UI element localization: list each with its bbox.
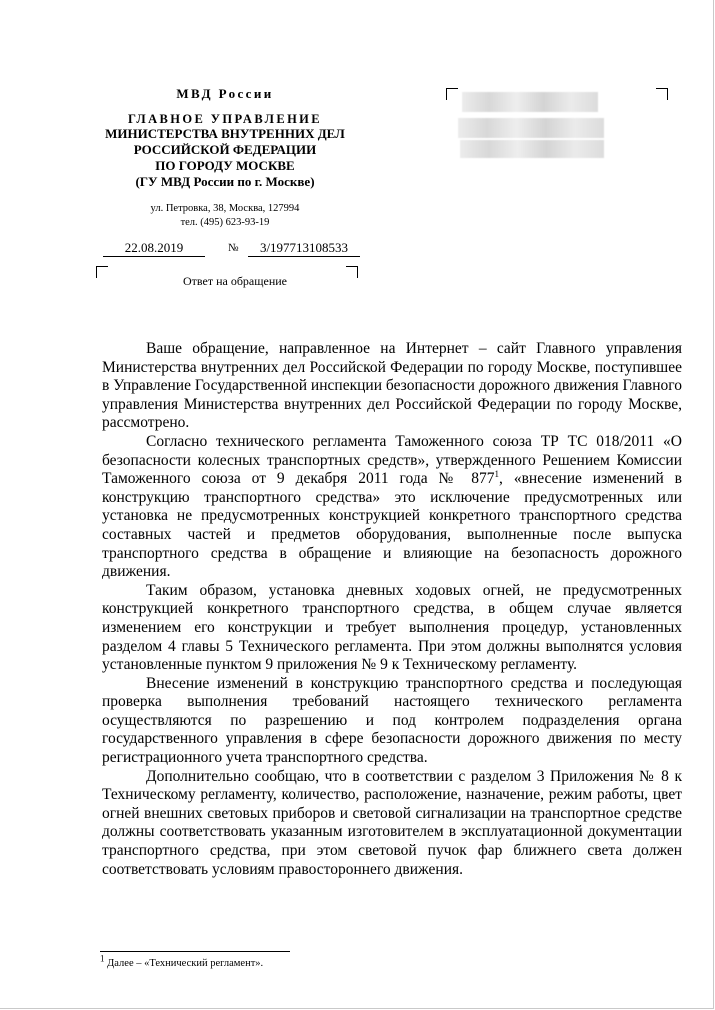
org-name: МВД России bbox=[176, 86, 274, 101]
dept-line-1: ГЛАВНОЕ УПРАВЛЕНИЕ bbox=[127, 112, 323, 126]
phone-line: тел. (495) 623-93-19 bbox=[180, 217, 270, 228]
letter-subject: Ответ на обращение bbox=[183, 274, 287, 288]
footnote-reference: 1 bbox=[494, 469, 500, 479]
paragraph-2-text-end: , «внесение изменений в конструкцию транспортного средства» это исключение предусмотренных или установка не предусмотренных конструкцией конкретного транспортного средства составных частей и предметов оборудования, выполненные после выпуска транспортного средства в обращение и влияющие на безопасность дорожного движения. bbox=[102, 470, 682, 581]
paragraph-3: Таким образом, установка дневных ходовых огней, не предусмотренных конструкцией конкретного транспортного средства, в общем случае является изменением его конструкции и требует выполнения процедур, установленных разделом 4 главы 5 Технического регламента. При этом должны выполнятся условия установленные пунктом 9 приложения № 9 к Техническому регламенту. bbox=[102, 581, 682, 674]
paragraph-5: Дополнительно сообщаю, что в соответствии с разделом 3 Приложения № 8 к Техническому регламенту, количество, расположение, назначение, режим работы, цвет огней внешних световых приборов и световой сигнализации на транспортное средстве должны соответствовать указанным изготовителем в эксплуатационной документации транспортного средства, при этом световой пучок фар ближнего света должен соответствовать условиям правостороннего движения. bbox=[102, 767, 682, 878]
addressee-corner-left bbox=[446, 88, 458, 100]
registration-number-sign: № bbox=[228, 242, 239, 254]
dept-line-2: МИНИСТЕРСТВА ВНУТРЕННИХ ДЕЛ bbox=[105, 126, 345, 141]
redacted-addressee-line-1 bbox=[462, 92, 598, 112]
addressee-corner-right bbox=[656, 88, 668, 100]
paragraph-1: Ваше обращение, направленное на Интернет – сайт Главного управления Министерства внутренних дел Российской Федерации по городу Москве, поступившее в Управление Государственной инспекции безопасности дорожного движения Главного управления Министерства внутренних дел Российской Федерации по городу Москве, рассмотрено. bbox=[102, 340, 682, 432]
subject-corner-left bbox=[96, 266, 108, 278]
letterhead bbox=[82, 86, 368, 190]
subject-corner-right bbox=[346, 266, 358, 278]
footnote-text: Далее – «Технический регламент». bbox=[104, 958, 264, 969]
registration-number: 3/197713108533 bbox=[248, 240, 360, 257]
paragraph-4: Внесение изменений в конструкцию транспортного средства и последующая проверка выполнения требований настоящего технического регламента осуществляются по разрешению и под контролем подразделения органа государственного управления в сфере безопасности дорожного движения по месту регистрационного учета транспортного средства. bbox=[102, 674, 682, 767]
paragraph-2-text-start: Согласно технического регламента Таможенного союза ТР ТС 018/2011 «О безопасности колесных транспортных средств», утвержденного Решением Комиссии Таможенного союза от 9 декабря 2011 года № 877 bbox=[102, 432, 682, 488]
dept-line-3: РОССИЙСКОЙ ФЕДЕРАЦИИ bbox=[133, 142, 317, 157]
redacted-addressee-line-3 bbox=[460, 140, 604, 158]
dept-line-4: ПО ГОРОДУ МОСКВЕ bbox=[155, 158, 295, 173]
letter-body bbox=[102, 340, 682, 879]
footnote-mark: 1 bbox=[100, 953, 105, 964]
redacted-addressee-line-2 bbox=[458, 118, 604, 138]
footnote-divider bbox=[100, 951, 290, 952]
registration-date: 22.08.2019 bbox=[103, 240, 205, 257]
footnote bbox=[100, 953, 264, 969]
sender-address bbox=[82, 202, 368, 230]
dept-short-name: (ГУ МВД России по г. Москве) bbox=[135, 174, 315, 189]
address-line: ул. Петровка, 38, Москва, 127994 bbox=[150, 203, 300, 214]
paragraph-2 bbox=[102, 433, 682, 582]
